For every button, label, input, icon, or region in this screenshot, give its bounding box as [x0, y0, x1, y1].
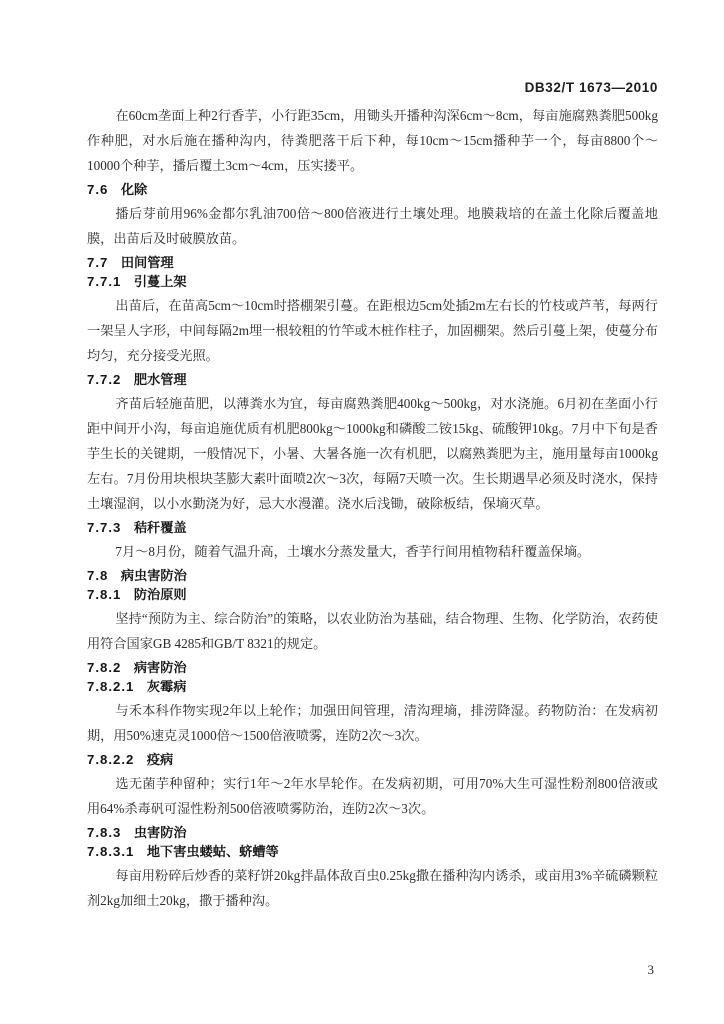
heading-title: 虫害防治	[133, 825, 187, 840]
heading-title: 秸秆覆盖	[133, 520, 187, 535]
heading-title: 防治原则	[133, 587, 187, 602]
heading-number: 7.8.2.1	[87, 679, 135, 694]
heading-7-8-2-1	[87, 679, 658, 694]
paragraph-blight: 选无菌芋种留种；实行1年～2年水旱轮作。在发病初期，可用70%大生可湿性粉剂800倍液或用64%杀毒矾可湿性粉剂500倍液喷雾防治，连防2次～3次。	[87, 776, 658, 816]
heading-title: 田间管理	[120, 255, 174, 270]
heading-7-8-3-1	[87, 844, 658, 859]
heading-number: 7.8.3.1	[87, 844, 135, 859]
heading-number: 7.7.1	[87, 274, 122, 289]
page-number: 3	[647, 962, 654, 977]
standard-number: DB32/T 1673—2010	[524, 80, 658, 95]
paragraph-fertilizer-water: 齐苗后轻施苗肥，以薄粪水为宜，每亩腐熟粪肥400kg～500kg，对水浇施。6月初在垄面小行距中间开小沟，每亩追施优质有机肥800kg～1000kg和磷酸二铵15kg、硫酸钾10kg。7月中下旬是香芋生长的关键期，一般情况下，小暑、大暑各施一次有机肥，以腐熟粪肥为主，施用量每亩1000kg左右。7月份用块根块茎膨大素叶面喷2次～3次，每隔7天喷一次。生长期遇旱必须及时浇水，保持土壤湿润，以小水勤浇为好，忌大水漫灌。浇水后浅锄，破除板结，保墒灭草。	[87, 396, 658, 511]
paragraph-underground-pests: 每亩用粉碎后炒香的菜籽饼20kg拌晶体敌百虫0.25kg撒在播种沟内诱杀，或亩用3%辛硫磷颗粒剂2kg加细土20kg，撒于播种沟。	[87, 868, 658, 908]
heading-title: 灰霉病	[146, 679, 187, 694]
heading-number: 7.6	[87, 182, 109, 197]
page-header	[87, 80, 658, 95]
heading-title: 疫病	[146, 752, 174, 767]
heading-title: 引蔓上架	[133, 274, 187, 289]
heading-7-8-2	[87, 660, 658, 675]
document-body	[87, 103, 658, 913]
paragraph-straw-mulching: 7月～8月份，随着气温升高，土壤水分蒸发量大，香芋行间用植物秸秆覆盖保墒。	[115, 544, 591, 559]
heading-title: 化除	[120, 182, 148, 197]
heading-7-8-2-2	[87, 752, 658, 767]
heading-number: 7.7	[87, 255, 109, 270]
heading-title: 地下害虫蝼蛄、蛴螬等	[146, 844, 279, 859]
heading-number: 7.8.2.2	[87, 752, 135, 767]
heading-number: 7.8.1	[87, 587, 122, 602]
heading-number: 7.7.3	[87, 520, 122, 535]
paragraph-trellising: 出苗后，在苗高5cm～10cm时搭棚架引蔓。在距根边5cm处插2m左右长的竹枝或芦苇，每两行一架呈人字形，中间每隔2m埋一根较粗的竹竿或木桩作柱子，加固棚架。然后引蔓上架，使蔓分布均匀，充分接受光照。	[87, 298, 658, 363]
paragraph-gray-mold: 与禾本科作物实现2年以上轮作；加强田间管理，清沟理墒，排涝降湿。药物防治：在发病初期，用50%速克灵1000倍～1500倍液喷雾，连防2次～3次。	[87, 703, 658, 743]
paragraph-chemical-weeding: 播后芽前用96%金都尔乳油700倍～800倍液进行土壤处理。地膜栽培的在盖土化除后覆盖地膜，出苗后及时破膜放苗。	[87, 206, 658, 246]
heading-number: 7.8	[87, 568, 109, 583]
heading-7-7-3	[87, 520, 658, 535]
heading-number: 7.7.2	[87, 372, 122, 387]
paragraph-control-principles: 坚持“预防为主、综合防治”的策略，以农业防治为基础，结合物理、生物、化学防治，农药使用符合国家GB 4285和GB/T 8321的规定。	[87, 611, 658, 651]
heading-7-8	[87, 568, 658, 583]
heading-7-7	[87, 255, 658, 270]
paragraph-planting: 在60cm垄面上种2行香芋，小行距35cm，用锄头开播种沟深6cm～8cm，每亩施腐熟粪肥500kg作种肥，对水后施在播种沟内，待粪肥落干后下种，每10cm～15cm播种芋一个，每亩8800个～10000个种芋，播后覆土3cm～4cm，压实搂平。	[87, 108, 658, 173]
heading-title: 病虫害防治	[120, 568, 187, 583]
heading-number: 7.8.2	[87, 660, 122, 675]
heading-number: 7.8.3	[87, 825, 122, 840]
heading-7-8-1	[87, 587, 658, 602]
page-footer	[648, 962, 655, 978]
heading-title: 肥水管理	[133, 372, 187, 387]
heading-title: 病害防治	[133, 660, 187, 675]
heading-7-6	[87, 182, 658, 197]
heading-7-8-3	[87, 825, 658, 840]
heading-7-7-2	[87, 372, 658, 387]
heading-7-7-1	[87, 274, 658, 289]
